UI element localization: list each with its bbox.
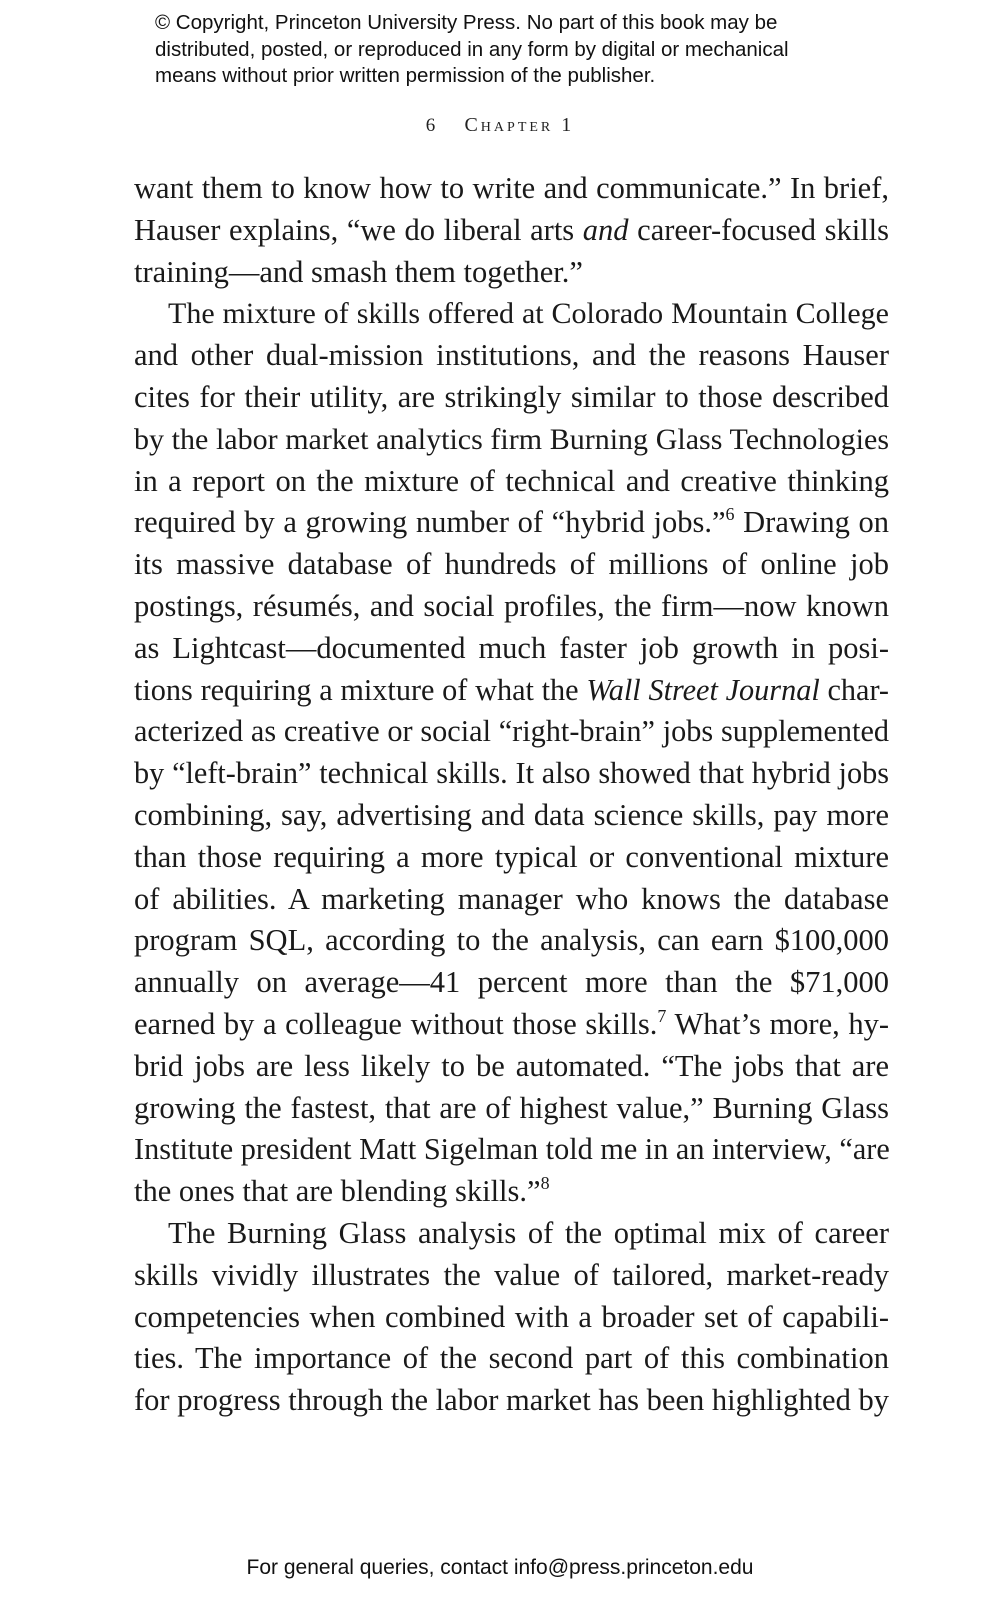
text-line: training—and smash them together.”: [134, 254, 583, 289]
paragraph-start-line: The mixture of skills offered at Colorado Mountain College: [168, 297, 889, 331]
copyright-line: © Copyright, Princeton University Press. No part of this book may be: [155, 11, 778, 34]
text-line: want them to know how to write and communicate.” In brief,: [134, 171, 889, 205]
text-line: for progress through the labor market has been highlighted by: [134, 1383, 889, 1418]
text-line: Institute president Matt Sigelman told me in an interview, “are: [134, 1132, 890, 1167]
text-line: as Lightcast—documented much faster job growth in posi-: [134, 630, 889, 665]
text-line: cites for their utility, are strikingly similar to those described: [134, 379, 889, 414]
footnote-marker: 6: [725, 504, 735, 525]
text-line: and other dual-mission institutions, and the reasons Hauser: [134, 338, 889, 373]
text-line: growing the fastest, that are of highest value,” Burning Glass: [134, 1090, 889, 1125]
text-line: its massive database of hundreds of millions of online job: [134, 547, 889, 582]
text-line: tions requiring a mixture of what the Wall Street Journal char-: [134, 672, 890, 707]
text-line: brid jobs are less likely to be automated. “The jobs that are: [134, 1048, 889, 1083]
text-line: ties. The importance of the second part of this combination: [134, 1341, 889, 1376]
emphasis: Wall Street Journal: [586, 672, 820, 707]
text-line: Hauser explains, “we do liberal arts and career-focused skills: [134, 212, 890, 247]
text-line: competencies when combined with a broader set of capabili-: [134, 1299, 889, 1334]
text-line: required by a growing number of “hybrid jobs.”$^6$ Drawing on: [134, 504, 889, 540]
text-line: by “left-brain” technical skills. It also showed that hybrid jobs: [134, 756, 889, 791]
footer-contact: For general queries, contact info@press.princeton.edu: [246, 1556, 754, 1579]
text-line: by the labor market analytics firm Burning Glass Technologies: [134, 422, 889, 456]
copyright-notice: [155, 10, 875, 90]
text-line: the ones that are blending skills.”$^8$: [134, 1173, 550, 1209]
running-head: [0, 114, 1000, 137]
text-line: skills vividly illustrates the value of tailored, market-ready: [134, 1257, 889, 1292]
text-line: than those requiring a more typical or conventional mixture: [134, 839, 889, 874]
paragraph-start-line: The Burning Glass analysis of the optimal mix of career: [168, 1215, 889, 1250]
text-line: combining, say, advertising and data science skills, pay more: [134, 797, 889, 832]
text-line: program SQL, according to the analysis, can earn $100,000: [134, 923, 889, 958]
text-line: of abilities. A marketing manager who knows the database: [134, 881, 889, 916]
page-number: 6: [425, 115, 436, 136]
text-line: acterized as creative or social “right-brain” jobs supplemented: [134, 714, 889, 749]
body-text: [134, 168, 889, 1422]
copyright-line: distributed, posted, or reproduced in any form by digital or mechanical: [155, 37, 789, 61]
footnote-marker: 8: [540, 1173, 550, 1194]
footnote-marker: 7: [657, 1005, 667, 1026]
text-line: earned by a colleague without those skills.$^7$ What’s more, hy-: [134, 1005, 889, 1041]
text-line: in a report on the mixture of technical and creative thinking: [134, 463, 889, 498]
copyright-line: means without prior written permission of the publisher.: [155, 64, 656, 87]
chapter-label: Chapter 1: [464, 114, 575, 136]
text-line: annually on average—41 percent more than the $71,000: [134, 965, 889, 1000]
emphasis: and: [582, 212, 629, 247]
text-line: postings, résumés, and social profiles, the firm—now known: [134, 588, 889, 623]
